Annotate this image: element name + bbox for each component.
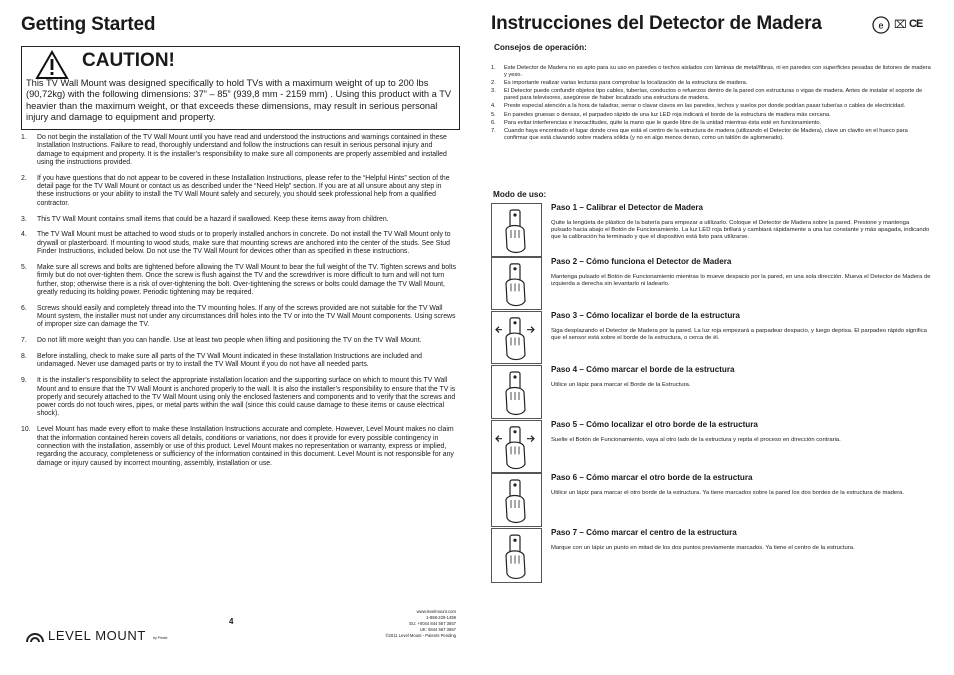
list-item-text: En paredes gruesas o densas, el parpadeo rápido de una luz LED roja indicará el borde de la estructura de madera más cercana. — [504, 111, 831, 118]
ce-mark-icon: CE — [909, 18, 923, 30]
list-item-number: 4. — [21, 231, 27, 239]
step-description: Utilice un lápiz para marcar el Borde de la Estructura. — [551, 382, 691, 388]
list-item-text: Cuando haya encontrado el lugar donde crea que está el centro de la estructura de madera (utilizando el Detector de Madera), clave un clavito en el hueco para confirmar que está clavando sobre madera sólida (y no en algo menos denso, como un tablón de aglomerado). — [504, 128, 908, 141]
footer-phone: 1-888-229-1459 — [426, 615, 456, 621]
list-item-text: The TV Wall Mount must be attached to wood studs or to properly installed anchors in concrete. Do not install the TV Wall Mount only to drywall or plasterboard. If mounting to wood studs, make sure that mounting screws are anchored into the center of the studs. See Stud Finder Instructions, included below. Do not use the TV Wall Mount for devices other than as specified in these instructions. — [37, 231, 451, 256]
step-5 — [491, 420, 931, 473]
list-item-number: 2. — [21, 174, 27, 182]
list-item-text: If you have questions that do not appear to be covered in these Installation Instructions, please refer to the “Helpful Hints” section of the detail page for the TV Wall Mount or contact us as described under the “Need Help” section. If you are at all unsure about any step in these instructions or your ability to install the TV Wall Mount safely and securely, you should seek professional help from a qualified contractor. — [37, 174, 450, 207]
list-item-text: Level Mount has made every effort to make these Installation Instructions accurate and complete. However, Level Mount makes no claim that the information contained herein covers all details, conditions or variations, nor does it provide for every possible contingency in connection with the installation, assembly or use of this product. Level Mount makes no representation or warranty, express or implied, regarding the accuracy, completeness or sufficiency of the information contained in this document. Level Mount is not responsible for any damage or injury caused by incorrect mounting, assembly, installation or use. — [37, 426, 454, 467]
list-item-number: 4. — [491, 103, 496, 110]
list-item — [21, 231, 459, 256]
step-illustration-icon — [491, 257, 542, 310]
svg-text:e: e — [878, 20, 884, 31]
contact-footer — [370, 609, 456, 639]
list-item-text: Make sure all screws and bolts are tightened before allowing the TV Wall Mount to bear the full weight of the TV. Tighten screws and bolts firmly but do not over-tighten them. Once the screw is flush against the TV and the screwdriver is more difficult to turn and will not turn further, stop; otherwise there is a risk of over-tightening the bolt. Over-tightening the screws or bolts could damage the TV Wall Mount, greatly reducing its holding power. Periodic tightening may be required. — [37, 263, 457, 296]
footer-uk: UK: 0844 567 3657 — [419, 627, 456, 633]
list-item-number: 1. — [21, 134, 27, 141]
list-item-number: 3. — [21, 215, 27, 223]
page-heading-instrucciones: Instrucciones del Detector de Madera — [491, 13, 822, 34]
list-item — [21, 216, 459, 224]
step-description: Mantenga pulsado el Botón de Funcionamiento mientras lo mueve despacio por la pared, en una sola dirección. Mueva el Detector de Madera de izquierda a derecha sin levantarlo ni ladearlo. — [551, 274, 931, 288]
list-item — [491, 80, 931, 87]
step-description: Utilice un lápiz para marcar el otro borde de la estructura. Ya tiene marcados sobre la pared los dos bordes de la estructura de madera. — [551, 490, 905, 496]
step-illustration-icon — [491, 365, 542, 419]
brand-name: LEVEL MOUNT — [48, 628, 146, 643]
footer-copyright: ©2011 Level Mount - Patents Pending — [385, 633, 456, 639]
list-item-number: 10. — [21, 426, 31, 434]
e-mark-icon — [871, 16, 891, 34]
caution-box — [21, 46, 460, 130]
usage-heading: Modo de uso: — [493, 190, 547, 199]
footer-eu: EU: +0044 844 567 3657 — [409, 621, 456, 627]
step-illustration-icon — [491, 528, 542, 583]
footer-web: www.levelmount.com — [416, 609, 456, 614]
step-illustration-icon — [491, 473, 542, 527]
step-description: Marque con un lápiz un punto en mitad de los dos puntos previamente marcados. Ya tiene el centro de la estructura. — [551, 545, 855, 551]
step-title: Paso 1 – Calibrar el Detector de Madera — [551, 203, 704, 212]
list-item-text: This TV Wall Mount contains small items that could be a hazard if swallowed. Keep these items away from children. — [37, 215, 389, 223]
step-description: Siga desplazando el Detector de Madera por la pared. La luz roja empezará a parpadear despacio, y luego deprisa. El parpadeo rápido significa que el sensor está sobre el borde de la estructura, o cerca de él. — [551, 328, 927, 342]
level-mount-logo — [26, 627, 186, 645]
step-4 — [491, 365, 931, 419]
list-item — [21, 337, 459, 345]
list-item-text: Preste especial atención a la hora de taladrar, serrar o clavar clavos en las paredes, techos y suelos por donde podrían pasar tuberías o cables de electricidad. — [504, 103, 906, 110]
list-item — [491, 128, 931, 141]
step-title: Paso 3 – Cómo localizar el borde de la estructura — [551, 311, 740, 320]
step-title: Paso 2 – Cómo funciona el Detector de Madera — [551, 257, 732, 266]
page-heading-getting-started: Getting Started — [21, 14, 156, 35]
list-item — [21, 264, 459, 297]
list-item-text: Do not begin the installation of the TV Wall Mount until you have read and understood the instructions and warnings contained in these Installation Instructions. Failure to read, thoroughly understand and follow the instructions can result in serious personal injury and damage to equipment and property. It is the installer’s responsibility to make sure all components are properly assembled and installed using the instructions provided. — [37, 134, 447, 166]
tips-list — [491, 65, 931, 143]
tips-heading: Consejos de operación: — [494, 43, 587, 52]
list-item-number: 6. — [491, 119, 496, 126]
step-description: Suelte el Botón de Funcionamiento, vaya al otro lado de la estructura y repita el proceso en dirección contraria. — [551, 437, 841, 443]
list-item-text: It is the installer’s responsibility to select the appropriate installation location and the supporting surface on which to mount this TV Wall Mount and to ensure that the TV Wall Mount is anchored properly to the wall. It is also the installer’s responsibility to ensure that the TV is properly and securely attached to the TV Wall Mount using only the enclosed fasteners and components and to verify that the screws and power cords do not touch wires, pipes, or metal parts within the wall (since this could cause damage to these items or cause electrical shock). — [37, 377, 456, 418]
step-illustration-icon — [491, 420, 542, 473]
list-item-number: 8. — [21, 353, 27, 361]
list-item-number: 3. — [491, 88, 496, 95]
level-mount-logo-icon — [26, 629, 44, 643]
list-item — [21, 377, 459, 418]
list-item — [491, 65, 931, 78]
list-item-text: Before installing, check to make sure all parts of the TV Wall Mount indicated in these Installation Instructions are included and undamaged. Never use damaged parts or try to install the TV Wall Mount if you do not have all needed parts. — [37, 353, 422, 369]
list-item — [21, 134, 459, 167]
list-item-number: 9. — [21, 377, 27, 385]
step-1 — [491, 203, 931, 257]
list-item — [491, 103, 931, 110]
list-item-text: Do not lift more weight than you can handle. Use at least two people when lifting and positioning the TV on the TV Wall Mount. — [37, 337, 422, 345]
step-title: Paso 5 – Cómo localizar el otro borde de la estructura — [551, 420, 758, 429]
step-description: Quite la lengüeta de plástico de la batería para empezar a utilizarlo. Coloque el Detector de Madera sobre la pared. Presione y mantenga pulsado hacia abajo el Botón de Funcionamiento. La luz LED roja brillará y cambiará rápidamente a una luz constante y más apagada, indicando que la calibración ha terminado y que el dispositivo está listo para utilizarse. — [551, 220, 930, 241]
list-item-text: Para evitar interferencias e inexactitudes, quite la mano que le quede libre de la unidad mientras ésta esté en funcionamiento. — [504, 119, 822, 126]
step-title: Paso 6 – Cómo marcar el otro borde de la estructura — [551, 473, 753, 482]
list-item — [21, 426, 459, 467]
step-7 — [491, 528, 931, 583]
list-item-number: 5. — [491, 111, 496, 118]
caution-text: This TV Wall Mount was designed specifically to hold TVs with a maximum weight of up to 200 lbs (90,72kg) with the following dimensions: 37” – 85” (939,8 mm - 2159 mm) . Using this product with a TV heavier than the maximum weight, or that exceeds these dimensions, may result in serious personal injury and damage to equipment and property. — [26, 78, 452, 122]
list-item-number: 1. — [491, 65, 496, 71]
list-item-number: 6. — [21, 304, 27, 312]
step-6 — [491, 473, 931, 527]
step-illustration-icon — [491, 203, 542, 257]
step-title: Paso 4 – Cómo marcar el borde de la estructura — [551, 365, 735, 374]
warning-triangle-icon — [35, 50, 69, 80]
page-number: 4 — [229, 617, 234, 626]
list-item — [21, 175, 459, 208]
step-3 — [491, 311, 931, 364]
list-item-number: 7. — [491, 128, 496, 135]
list-item — [491, 112, 931, 119]
brand-sub: by Pinnie — [153, 636, 168, 640]
list-item-text: Screws should easily and completely thread into the TV mounting holes. If any of the screws provided are not suitable for the TV Wall Mount system, the installer must not under any circumstances drill holes into the TV or into the TV Wall Mount components. Using screws of improper size can damage the TV. — [37, 304, 456, 329]
caution-title: CAUTION! — [82, 50, 175, 71]
compliance-marks — [871, 16, 933, 34]
step-title: Paso 7 – Cómo marcar el centro de la estructura — [551, 528, 737, 537]
list-item — [21, 305, 459, 330]
list-item — [21, 353, 459, 370]
step-illustration-icon — [491, 311, 542, 364]
list-item — [491, 88, 931, 101]
list-item-text: Este Detector de Madera no es apto para su uso en paredes o techos aislados con láminas de metal/fibras, ni en paredes con superficies pesadas de listones de madera y yeso. — [504, 65, 931, 78]
weee-bin-icon: ⌧ — [894, 19, 907, 31]
list-item-number: 7. — [21, 337, 27, 345]
instructions-list — [21, 134, 459, 475]
list-item — [491, 120, 931, 127]
list-item-number: 5. — [21, 263, 27, 271]
step-2 — [491, 257, 931, 310]
list-item-number: 2. — [491, 79, 496, 86]
list-item-text: Es importante realizar varias lecturas para comprobar la localización de la estructura de madera. — [504, 79, 748, 86]
list-item-text: El Detector puede confundir objetos tipo cables, tuberías, conductos o refuerzos dentro de la pared con estructuras o vigas de madera. Antes de instalar el soporte de pared para televisores, asegúrese de haber localizado una estructura de madera. — [504, 88, 923, 101]
